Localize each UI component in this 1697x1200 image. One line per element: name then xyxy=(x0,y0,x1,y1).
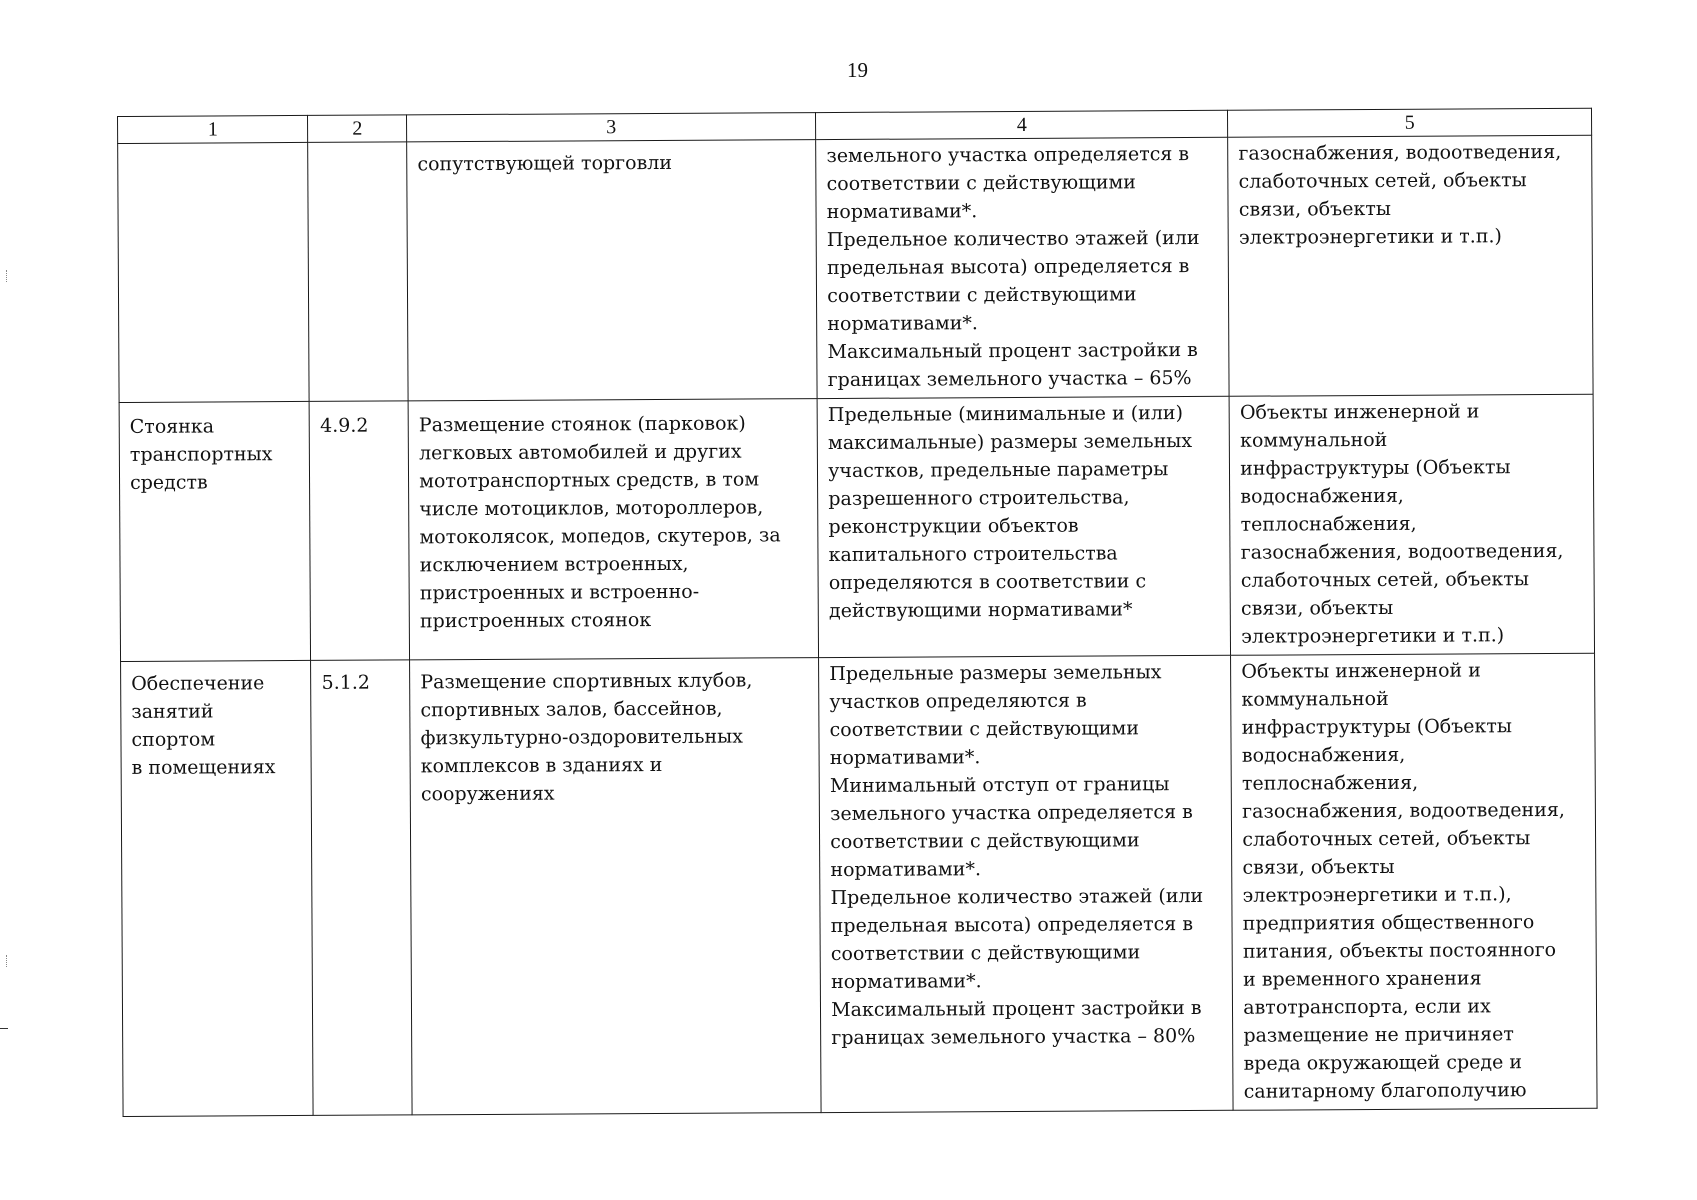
cell-text-line: транспортных xyxy=(129,443,273,466)
cell-text-line: 5.1.2 xyxy=(321,671,370,694)
parameters-cell xyxy=(817,396,1231,657)
cell-text-line: водоснабжения, xyxy=(1240,484,1404,508)
cell-text-line: соответствии с действующими xyxy=(829,717,1140,742)
cell-text-line: связи, объекты xyxy=(1238,197,1392,221)
cell-text-line: действующими нормативами* xyxy=(828,598,1133,623)
cell-text-line: Размещение стоянок (парковок) xyxy=(418,412,746,437)
cell-text-line: нормативами*. xyxy=(830,970,982,994)
cell-text-line: слаботочных сетей, объекты xyxy=(1238,169,1527,193)
cell-text-line: Обеспечение xyxy=(131,672,265,695)
cell-text-line: питания, объекты постоянного xyxy=(1242,938,1557,963)
table-body xyxy=(118,135,1597,1116)
cell-text-line: инфраструктуры (Объекты xyxy=(1241,715,1513,739)
auxiliary-cell xyxy=(1229,394,1594,655)
description-cell xyxy=(407,140,817,401)
parameters-cell xyxy=(819,655,1234,1112)
cell-text-line: Предельное количество этажей (или xyxy=(826,226,1200,252)
cell-text-line: мотоколясок, мопедов, скутеров, за xyxy=(419,524,781,549)
cell-text-line: занятий спортом xyxy=(131,700,216,751)
cell-text-line: электроэнергетики и т.п.) xyxy=(1238,225,1502,249)
cell-text-line: максимальные) размеры земельных xyxy=(827,430,1193,455)
cell-text-line: нормативами*. xyxy=(830,858,982,882)
cell-text-line: числе мотоциклов, мотороллеров, xyxy=(419,496,764,521)
name-cell xyxy=(121,660,314,1116)
cell-text-line: капитального строительства xyxy=(828,542,1118,567)
column-header-5: 5 xyxy=(1228,108,1592,137)
cell-text-line: сооружениях xyxy=(420,782,555,806)
cell-text-line: теплоснабжения, xyxy=(1241,771,1419,795)
cell-text-line: Предельное количество этажей (или xyxy=(830,884,1204,910)
margin-dots xyxy=(6,270,9,282)
cell-text-line: границах земельного участка – 80% xyxy=(831,1024,1196,1050)
description-cell xyxy=(408,399,818,660)
cell-text-line: Размещение спортивных клубов, xyxy=(420,669,753,694)
cell-text-line: коммунальной xyxy=(1241,687,1389,711)
cell-text-line: санитарному благополучию xyxy=(1243,1079,1527,1103)
cell-text-line: коммунальной xyxy=(1240,428,1388,452)
cell-text-line: соответствии с действующими xyxy=(827,283,1137,308)
cell-text-line: Объекты инженерной и xyxy=(1239,400,1480,424)
table-row xyxy=(121,653,1598,1116)
cell-text-line: пристроенных и встроенно- xyxy=(419,580,700,605)
cell-text-line: слаботочных сетей, объекты xyxy=(1242,827,1531,851)
page-number: 19 xyxy=(847,58,868,82)
cell-text-line: Минимальный отступ от границы xyxy=(829,773,1170,798)
cell-text-line: Максимальный процент застройки в xyxy=(827,338,1198,364)
auxiliary-cell xyxy=(1231,653,1597,1110)
cell-text-line: реконструкции объектов xyxy=(828,514,1079,539)
land-use-table xyxy=(117,108,1598,1117)
cell-text-line: предельная высота) определяется в xyxy=(826,255,1190,280)
margin-mark xyxy=(0,1028,8,1029)
cell-text-line: средств xyxy=(129,471,208,494)
cell-text-line: водоснабжения, xyxy=(1241,743,1406,767)
table-row xyxy=(119,394,1594,661)
cell-text-line: Предельные (минимальные и (или) xyxy=(827,402,1184,427)
cell-text-line: связи, объекты xyxy=(1240,596,1394,620)
margin-dots xyxy=(6,955,9,967)
cell-text-line: газоснабжения, водоотведения, xyxy=(1240,539,1564,564)
cell-text-line: Предельные размеры земельных xyxy=(829,661,1162,686)
column-header-1: 1 xyxy=(118,115,309,143)
cell-text-line: комплексов в зданиях и xyxy=(420,753,663,778)
cell-text-line: связи, объекты xyxy=(1242,855,1395,879)
cell-text-line: земельного участка определяется в xyxy=(826,143,1190,168)
code-cell xyxy=(311,660,412,1116)
cell-text-line: в помещениях xyxy=(131,756,276,779)
cell-text-line: легковых автомобилей и других xyxy=(418,440,742,465)
cell-text-line: газоснабжения, водоотведения, xyxy=(1242,798,1565,823)
cell-text-line: и временного хранения xyxy=(1243,967,1482,991)
cell-text-line: автотранспорта, если их xyxy=(1243,995,1491,1019)
auxiliary-cell xyxy=(1228,135,1593,396)
cell-text-line: сопутствующей торговли xyxy=(417,151,673,176)
cell-text-line: разрешенного строительства, xyxy=(828,486,1130,511)
name-cell xyxy=(118,142,310,402)
parameters-cell xyxy=(816,137,1230,398)
cell-text-line: вреда окружающей среде и xyxy=(1243,1051,1523,1075)
cell-text-line: исключением встроенных, xyxy=(419,552,689,577)
code-cell xyxy=(310,401,410,661)
cell-text-line: нормативами*. xyxy=(829,746,981,770)
column-header-4: 4 xyxy=(816,110,1228,139)
cell-text-line: спортивных залов, бассейнов, xyxy=(420,697,723,722)
cell-text-line: Стоянка xyxy=(129,415,215,438)
cell-text-line: соответствии с действующими xyxy=(830,941,1141,966)
cell-text-line: Объекты инженерной и xyxy=(1241,659,1481,683)
cell-text-line: теплоснабжения, xyxy=(1240,512,1417,536)
column-header-3: 3 xyxy=(407,113,816,142)
cell-text-line: определяются в соответствии с xyxy=(828,570,1147,595)
cell-text-line: земельного участка определяется в xyxy=(830,801,1193,826)
code-cell xyxy=(308,142,408,402)
cell-text-line: электроэнергетики и т.п.) xyxy=(1241,624,1505,648)
cell-text-line: пристроенных стоянок xyxy=(419,609,652,633)
table-row xyxy=(118,135,1593,402)
cell-text-line: предельная высота) определяется в xyxy=(830,913,1194,938)
cell-text-line: предприятия общественного xyxy=(1242,911,1535,935)
cell-text-line: слаботочных сетей, объекты xyxy=(1240,568,1529,592)
cell-text-line: участков определяются в xyxy=(829,689,1087,714)
cell-text-line: инфраструктуры (Объекты xyxy=(1240,456,1511,480)
description-cell xyxy=(410,658,822,1115)
cell-text-line: физкультурно-оздоровительных xyxy=(420,725,744,750)
cell-text-line: участков, предельные параметры xyxy=(828,458,1169,483)
cell-text-line: электроэнергетики и т.п.), xyxy=(1242,883,1512,907)
name-cell xyxy=(119,401,311,661)
cell-text-line: газоснабжения, водоотведения, xyxy=(1238,140,1562,165)
cell-text-line: границах земельного участка – 65% xyxy=(827,367,1192,392)
cell-text-line: соответствии с действующими xyxy=(826,171,1136,196)
cell-text-line: Максимальный процент застройки в xyxy=(831,996,1202,1022)
column-header-2: 2 xyxy=(308,115,407,143)
cell-text-line: размещение не причиняет xyxy=(1243,1023,1514,1047)
cell-text-line: 4.9.2 xyxy=(320,414,369,437)
cell-text-line: соответствии с действующими xyxy=(830,829,1140,854)
cell-text-line: нормативами*. xyxy=(827,312,978,336)
cell-text-line: нормативами*. xyxy=(826,200,978,224)
cell-text-line: мототранспортных средств, в том xyxy=(419,468,760,493)
